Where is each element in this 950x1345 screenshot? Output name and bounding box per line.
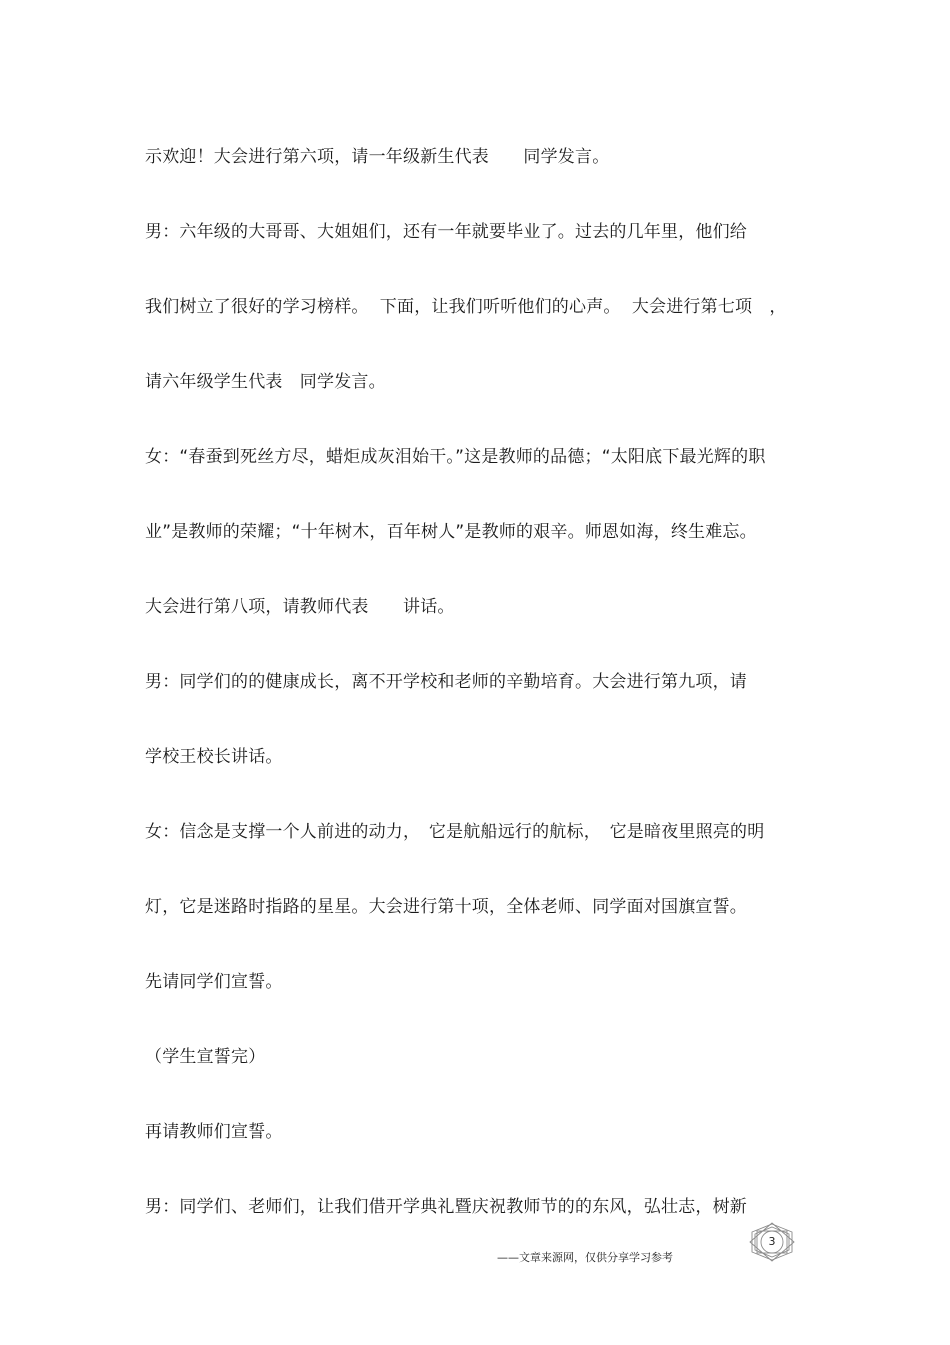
paragraph-line: 男：六年级的大哥哥、大姐姐们，还有一年就要毕业了。过去的几年里，他们给 [145,222,747,242]
paragraph-line: 再请教师们宣誓。 [145,1122,283,1142]
paragraph-line: 大会进行第八项，请教师代表 讲话。 [145,597,455,617]
paragraph-line: 请六年级学生代表 同学发言。 [145,372,386,392]
paragraph-line: （学生宣誓完） [145,1047,266,1067]
paragraph-line: 女：信念是支撑一个人前进的动力， 它是航船远行的航标， 它是暗夜里照亮的明 [145,822,765,842]
page-number-badge [748,1222,796,1262]
paragraph-line: 灯，它是迷路时指路的星星。大会进行第十项，全体老师、同学面对国旗宣誓。 [145,897,747,917]
paragraph-line: 我们树立了很好的学习榜样。 下面，让我们听听他们的心声。 大会进行第七项 ， [145,297,787,317]
paragraph-line: 先请同学们宣誓。 [145,972,283,992]
page-number: 3 [768,1235,776,1248]
paragraph-line: 示欢迎！大会进行第六项，请一年级新生代表 同学发言。 [145,147,610,167]
paragraph-line: 女：“春蚕到死丝方尽，蜡炬成灰泪始干。”这是教师的品德；“太阳底下最光辉的职 [145,447,766,467]
footer-source-note: ——文章来源网，仅供分享学习参考 [497,1251,673,1264]
paragraph-line: 业”是教师的荣耀；“十年树木，百年树人”是教师的艰辛。师恩如海，终生难忘。 [145,522,757,542]
paragraph-line: 男：同学们、老师们，让我们借开学典礼暨庆祝教师节的的东风，弘壮志，树新 [145,1197,747,1217]
paragraph-line: 学校王校长讲话。 [145,747,283,767]
paragraph-line: 男：同学们的的健康成长，离不开学校和老师的辛勤培育。大会进行第九项，请 [145,672,747,692]
